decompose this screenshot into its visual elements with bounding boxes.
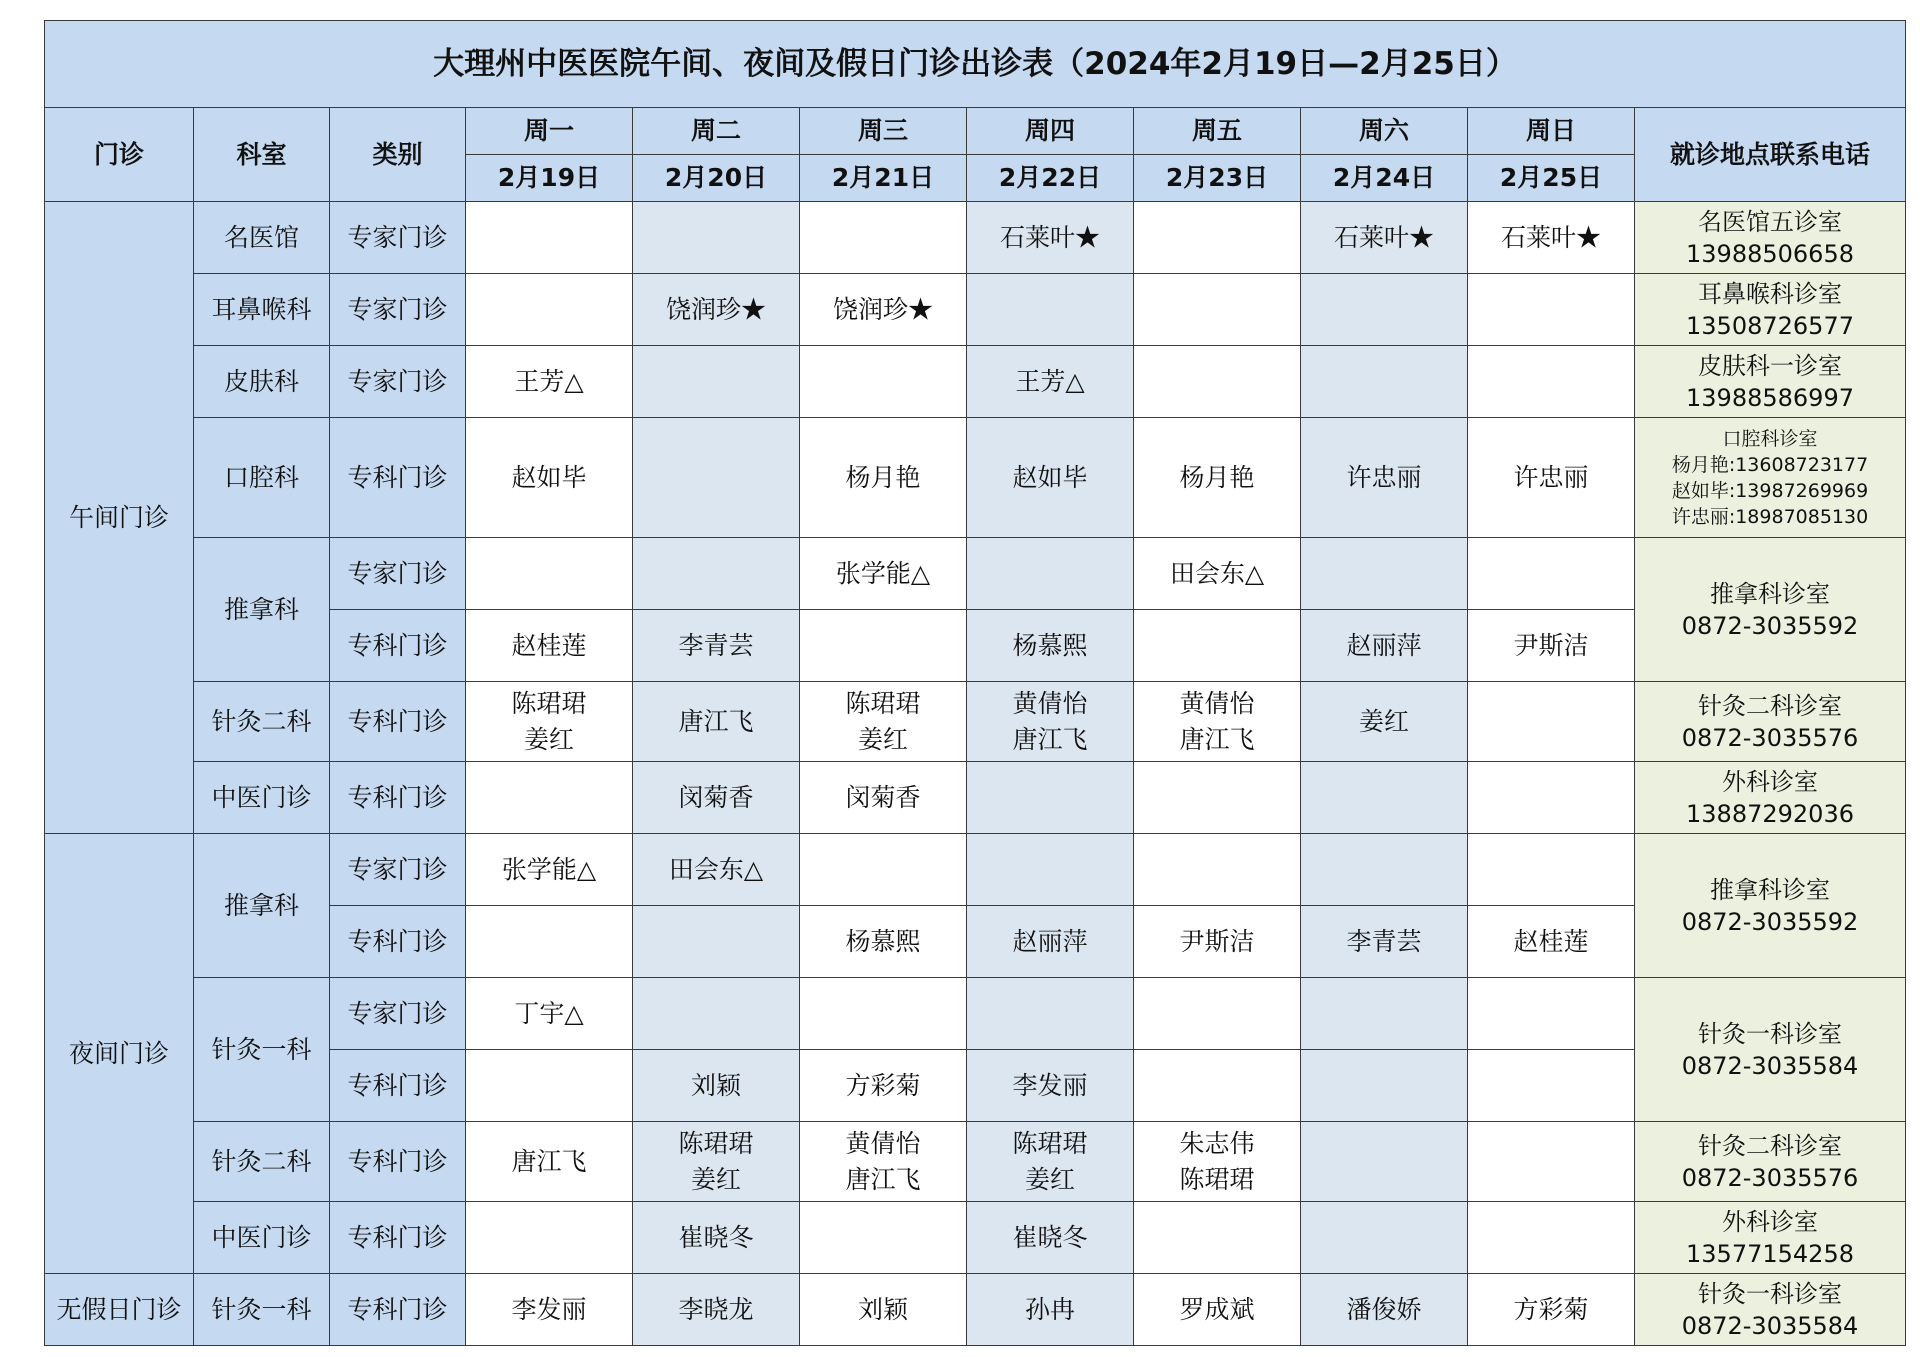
contact-cell (1635, 1202, 1906, 1274)
doctor-cell (967, 274, 1134, 346)
contact-line: 推拿科诊室 (1710, 875, 1830, 904)
doctor-name: 赵如毕 (511, 462, 587, 492)
doctor-cell (633, 906, 800, 978)
doctor-cell (1301, 1274, 1468, 1346)
doctor-cell (1468, 834, 1635, 906)
contact-line: 13988586997 (1686, 383, 1854, 412)
doctor-cell (1134, 610, 1301, 682)
contact-line: 13887292036 (1686, 799, 1854, 828)
doctor-name: 陈珺珺 (511, 688, 587, 718)
header-weekday: 周日 (1468, 108, 1635, 155)
table-row (45, 538, 1906, 610)
doctor-name: 尹斯洁 (1513, 630, 1589, 660)
doctor-name: 李晓龙 (678, 1294, 754, 1324)
doctor-cell (466, 682, 633, 762)
doctor-cell (1134, 834, 1301, 906)
doctor-cell (1301, 1050, 1468, 1122)
table-row (45, 978, 1906, 1050)
doctor-name: 罗成斌 (1179, 1294, 1255, 1324)
doctor-cell (466, 906, 633, 978)
doctor-cell (1134, 538, 1301, 610)
contact-line: 0872-3035576 (1681, 1163, 1859, 1192)
doctor-cell (800, 906, 967, 978)
doctor-cell (466, 538, 633, 610)
contact-line: 针灸一科诊室 (1698, 1279, 1842, 1308)
doctor-name: 方彩菊 (1513, 1294, 1589, 1324)
doctor-name: 张学能△ (501, 854, 597, 884)
doctor-name: 潘俊娇 (1346, 1294, 1422, 1324)
doctor-name: 杨慕熙 (845, 926, 921, 956)
category-label: 专科门诊 (330, 682, 466, 762)
doctor-cell (1301, 762, 1468, 834)
contact-line: 口腔科诊室 (1722, 427, 1818, 450)
doctor-name: 陈珺珺 (845, 688, 921, 718)
doctor-cell (800, 202, 967, 274)
doctor-name: 崔晓冬 (1012, 1222, 1088, 1252)
table-row (45, 202, 1906, 274)
doctor-name: 饶润珍★ (832, 294, 933, 324)
doctor-cell (967, 906, 1134, 978)
doctor-cell (466, 610, 633, 682)
doctor-cell (967, 978, 1134, 1050)
doctor-name: 陈珺珺 (1012, 1128, 1088, 1158)
doctor-cell (967, 682, 1134, 762)
contact-line: 0872-3035584 (1681, 1051, 1859, 1080)
doctor-cell (800, 538, 967, 610)
contact-cell (1635, 538, 1906, 682)
contact-line: 0872-3035584 (1681, 1311, 1859, 1340)
doctor-cell (800, 978, 967, 1050)
doctor-cell (1134, 682, 1301, 762)
category-label: 专科门诊 (330, 418, 466, 538)
table-row (45, 418, 1906, 538)
contact-line: 推拿科诊室 (1710, 579, 1830, 608)
doctor-cell (1301, 682, 1468, 762)
section-label: 夜间门诊 (45, 834, 194, 1274)
doctor-cell (1468, 906, 1635, 978)
doctor-name: 饶润珍★ (665, 294, 766, 324)
doctor-cell (800, 1274, 967, 1346)
contact-cell (1635, 274, 1906, 346)
doctor-cell (1134, 1122, 1301, 1202)
header-category: 类别 (330, 108, 466, 202)
doctor-name: 唐江飞 (511, 1146, 587, 1176)
doctor-cell (1134, 418, 1301, 538)
table-row (45, 682, 1906, 762)
doctor-name: 石莱叶★ (1333, 222, 1434, 252)
contact-line: 0872-3035592 (1681, 611, 1859, 640)
header-weekday: 周一 (466, 108, 633, 155)
doctor-name: 唐江飞 (1012, 724, 1088, 754)
contact-cell (1635, 346, 1906, 418)
doctor-cell (1134, 274, 1301, 346)
doctor-cell (1134, 978, 1301, 1050)
doctor-name: 丁宇△ (514, 998, 584, 1028)
department-label: 皮肤科 (194, 346, 330, 418)
doctor-name: 石莱叶★ (999, 222, 1100, 252)
contact-line: 外科诊室 (1722, 767, 1818, 796)
doctor-name: 闵菊香 (845, 782, 921, 812)
doctor-cell (633, 682, 800, 762)
doctor-name: 赵桂莲 (511, 630, 587, 660)
doctor-name: 尹斯洁 (1179, 926, 1255, 956)
doctor-cell (800, 682, 967, 762)
doctor-name: 孙冉 (1024, 1294, 1075, 1324)
doctor-cell (466, 1050, 633, 1122)
contact-line: 许忠丽:18987085130 (1671, 505, 1869, 528)
contact-line: 针灸二科诊室 (1698, 691, 1842, 720)
contact-line: 外科诊室 (1722, 1207, 1818, 1236)
category-label: 专家门诊 (330, 978, 466, 1050)
doctor-cell (633, 538, 800, 610)
doctor-cell (633, 202, 800, 274)
department-label: 针灸一科 (194, 1274, 330, 1346)
doctor-name: 姜红 (690, 1164, 741, 1194)
doctor-name: 石莱叶★ (1500, 222, 1601, 252)
doctor-cell (800, 274, 967, 346)
contact-cell (1635, 418, 1906, 538)
doctor-cell (967, 346, 1134, 418)
doctor-name: 陈珺珺 (1179, 1164, 1255, 1194)
doctor-cell (1468, 346, 1635, 418)
doctor-name: 李青芸 (678, 630, 754, 660)
category-label: 专科门诊 (330, 762, 466, 834)
doctor-name: 赵桂莲 (1513, 926, 1589, 956)
doctor-cell (967, 202, 1134, 274)
header-date: 2月25日 (1468, 155, 1635, 202)
header-weekday: 周三 (800, 108, 967, 155)
category-label: 专科门诊 (330, 1050, 466, 1122)
doctor-name: 崔晓冬 (678, 1222, 754, 1252)
doctor-name: 黄倩怡 (845, 1128, 921, 1158)
doctor-cell (967, 1122, 1134, 1202)
category-label: 专家门诊 (330, 202, 466, 274)
doctor-name: 李发丽 (1012, 1070, 1088, 1100)
doctor-cell (800, 610, 967, 682)
doctor-cell (967, 538, 1134, 610)
header-weekday: 周四 (967, 108, 1134, 155)
header-date: 2月19日 (466, 155, 633, 202)
doctor-name: 张学能△ (835, 558, 931, 588)
doctor-cell (1134, 906, 1301, 978)
doctor-cell (1301, 202, 1468, 274)
doctor-cell (466, 202, 633, 274)
doctor-name: 王芳△ (514, 366, 584, 396)
doctor-cell (1301, 978, 1468, 1050)
contact-line: 针灸一科诊室 (1698, 1019, 1842, 1048)
doctor-name: 田会东△ (1169, 558, 1265, 588)
category-label: 专家门诊 (330, 538, 466, 610)
doctor-cell (1301, 906, 1468, 978)
doctor-cell (1301, 834, 1468, 906)
doctor-cell (1468, 1122, 1635, 1202)
doctor-name: 王芳△ (1015, 366, 1085, 396)
contact-line: 0872-3035576 (1681, 723, 1859, 752)
doctor-cell (967, 1202, 1134, 1274)
doctor-cell (800, 1202, 967, 1274)
header-contact: 就诊地点联系电话 (1635, 108, 1906, 202)
doctor-cell (466, 834, 633, 906)
department-label: 针灸一科 (194, 978, 330, 1122)
department-label: 推拿科 (194, 834, 330, 978)
category-label: 专科门诊 (330, 1122, 466, 1202)
doctor-cell (633, 346, 800, 418)
table-row (45, 834, 1906, 906)
doctor-cell (967, 1274, 1134, 1346)
doctor-name: 闵菊香 (678, 782, 754, 812)
doctor-cell (1468, 1050, 1635, 1122)
table-row (45, 762, 1906, 834)
schedule-rows (45, 202, 1906, 1346)
doctor-cell (1468, 538, 1635, 610)
doctor-cell (633, 1274, 800, 1346)
doctor-cell (967, 762, 1134, 834)
doctor-cell (800, 418, 967, 538)
doctor-cell (466, 978, 633, 1050)
doctor-name: 杨月艳 (1179, 462, 1255, 492)
contact-cell (1635, 682, 1906, 762)
doctor-cell (800, 346, 967, 418)
doctor-name: 姜红 (523, 724, 574, 754)
doctor-cell (1468, 682, 1635, 762)
header-weekday: 周六 (1301, 108, 1468, 155)
department-label: 口腔科 (194, 418, 330, 538)
doctor-cell (466, 1122, 633, 1202)
category-label: 专科门诊 (330, 1274, 466, 1346)
doctor-cell (466, 418, 633, 538)
doctor-cell (967, 834, 1134, 906)
doctor-name: 刘颖 (857, 1294, 908, 1324)
category-label: 专家门诊 (330, 274, 466, 346)
doctor-name: 李青芸 (1346, 926, 1422, 956)
doctor-cell (1301, 346, 1468, 418)
contact-line: 皮肤科一诊室 (1698, 351, 1842, 380)
doctor-cell (1468, 274, 1635, 346)
header-department: 科室 (194, 108, 330, 202)
category-label: 专科门诊 (330, 906, 466, 978)
contact-line: 杨月艳:13608723177 (1671, 453, 1869, 476)
contact-line: 名医馆五诊室 (1698, 207, 1842, 236)
header-date: 2月22日 (967, 155, 1134, 202)
department-label: 中医门诊 (194, 762, 330, 834)
table-row (45, 346, 1906, 418)
contact-line: 13577154258 (1686, 1239, 1854, 1268)
doctor-cell (633, 1122, 800, 1202)
contact-cell (1635, 202, 1906, 274)
doctor-cell (1468, 418, 1635, 538)
contact-cell (1635, 978, 1906, 1122)
contact-line: 13508726577 (1686, 311, 1854, 340)
header-date: 2月23日 (1134, 155, 1301, 202)
doctor-cell (633, 762, 800, 834)
doctor-cell (466, 346, 633, 418)
doctor-name: 陈珺珺 (678, 1128, 754, 1158)
header-date: 2月24日 (1301, 155, 1468, 202)
department-label: 名医馆 (194, 202, 330, 274)
doctor-cell (633, 834, 800, 906)
department-label: 针灸二科 (194, 1122, 330, 1202)
doctor-name: 朱志伟 (1179, 1128, 1255, 1158)
schedule-title: 大理州中医医院午间、夜间及假日门诊出诊表（2024年2月19日—2月25日） (45, 21, 1906, 108)
doctor-cell (633, 274, 800, 346)
doctor-name: 李发丽 (511, 1294, 587, 1324)
schedule-table (44, 20, 1906, 1346)
doctor-cell (800, 1122, 967, 1202)
doctor-name: 赵如毕 (1012, 462, 1088, 492)
doctor-cell (1134, 762, 1301, 834)
doctor-name: 唐江飞 (1179, 724, 1255, 754)
department-label: 针灸二科 (194, 682, 330, 762)
doctor-cell (967, 610, 1134, 682)
doctor-cell (466, 1274, 633, 1346)
doctor-cell (1468, 202, 1635, 274)
table-row (45, 1274, 1906, 1346)
doctor-name: 唐江飞 (845, 1164, 921, 1194)
doctor-name: 姜红 (1358, 706, 1409, 736)
contact-line: 针灸二科诊室 (1698, 1131, 1842, 1160)
doctor-name: 姜红 (1024, 1164, 1075, 1194)
doctor-cell (633, 610, 800, 682)
doctor-name: 刘颖 (690, 1070, 741, 1100)
doctor-cell (1301, 610, 1468, 682)
doctor-cell (1134, 1202, 1301, 1274)
doctor-name: 杨慕熙 (1012, 630, 1088, 660)
doctor-name: 黄倩怡 (1179, 688, 1255, 718)
doctor-cell (633, 1050, 800, 1122)
header-weekday: 周五 (1134, 108, 1301, 155)
department-label: 中医门诊 (194, 1202, 330, 1274)
doctor-cell (633, 418, 800, 538)
doctor-cell (1134, 1050, 1301, 1122)
contact-cell (1635, 834, 1906, 978)
contact-cell (1635, 1274, 1906, 1346)
category-label: 专科门诊 (330, 1202, 466, 1274)
doctor-cell (800, 762, 967, 834)
doctor-cell (1134, 202, 1301, 274)
doctor-name: 姜红 (857, 724, 908, 754)
section-label: 午间门诊 (45, 202, 194, 834)
doctor-name: 杨月艳 (845, 462, 921, 492)
doctor-cell (1301, 418, 1468, 538)
doctor-cell (466, 274, 633, 346)
table-row (45, 1202, 1906, 1274)
doctor-cell (1468, 1274, 1635, 1346)
header-date: 2月20日 (633, 155, 800, 202)
doctor-cell (1301, 274, 1468, 346)
doctor-cell (1134, 346, 1301, 418)
department-label: 耳鼻喉科 (194, 274, 330, 346)
contact-line: 耳鼻喉科诊室 (1698, 279, 1842, 308)
category-label: 专科门诊 (330, 610, 466, 682)
doctor-cell (967, 1050, 1134, 1122)
header-clinic: 门诊 (45, 108, 194, 202)
contact-line: 赵如毕:13987269969 (1671, 479, 1869, 502)
header-date: 2月21日 (800, 155, 967, 202)
doctor-name: 赵丽萍 (1346, 630, 1422, 660)
doctor-name: 赵丽萍 (1012, 926, 1088, 956)
department-label: 推拿科 (194, 538, 330, 682)
doctor-cell (1468, 610, 1635, 682)
header-weekday: 周二 (633, 108, 800, 155)
contact-line: 0872-3035592 (1681, 907, 1859, 936)
doctor-name: 许忠丽 (1513, 462, 1589, 492)
table-row (45, 274, 1906, 346)
schedule-sheet (44, 20, 1905, 1346)
doctor-name: 黄倩怡 (1012, 688, 1088, 718)
doctor-cell (800, 1050, 967, 1122)
doctor-cell (1301, 538, 1468, 610)
doctor-cell (1301, 1122, 1468, 1202)
doctor-name: 唐江飞 (678, 706, 754, 736)
doctor-cell (466, 1202, 633, 1274)
doctor-cell (967, 418, 1134, 538)
doctor-name: 田会东△ (668, 854, 764, 884)
doctor-cell (1468, 1202, 1635, 1274)
section-label: 无假日门诊 (45, 1274, 194, 1346)
table-row (45, 1122, 1906, 1202)
doctor-cell (633, 978, 800, 1050)
doctor-name: 方彩菊 (845, 1070, 921, 1100)
doctor-cell (1301, 1202, 1468, 1274)
category-label: 专家门诊 (330, 834, 466, 906)
category-label: 专家门诊 (330, 346, 466, 418)
doctor-cell (466, 762, 633, 834)
doctor-cell (1468, 978, 1635, 1050)
contact-line: 13988506658 (1686, 239, 1854, 268)
doctor-cell (633, 1202, 800, 1274)
doctor-cell (800, 834, 967, 906)
contact-cell (1635, 762, 1906, 834)
contact-cell (1635, 1122, 1906, 1202)
doctor-name: 许忠丽 (1346, 462, 1422, 492)
doctor-cell (1134, 1274, 1301, 1346)
doctor-cell (1468, 762, 1635, 834)
